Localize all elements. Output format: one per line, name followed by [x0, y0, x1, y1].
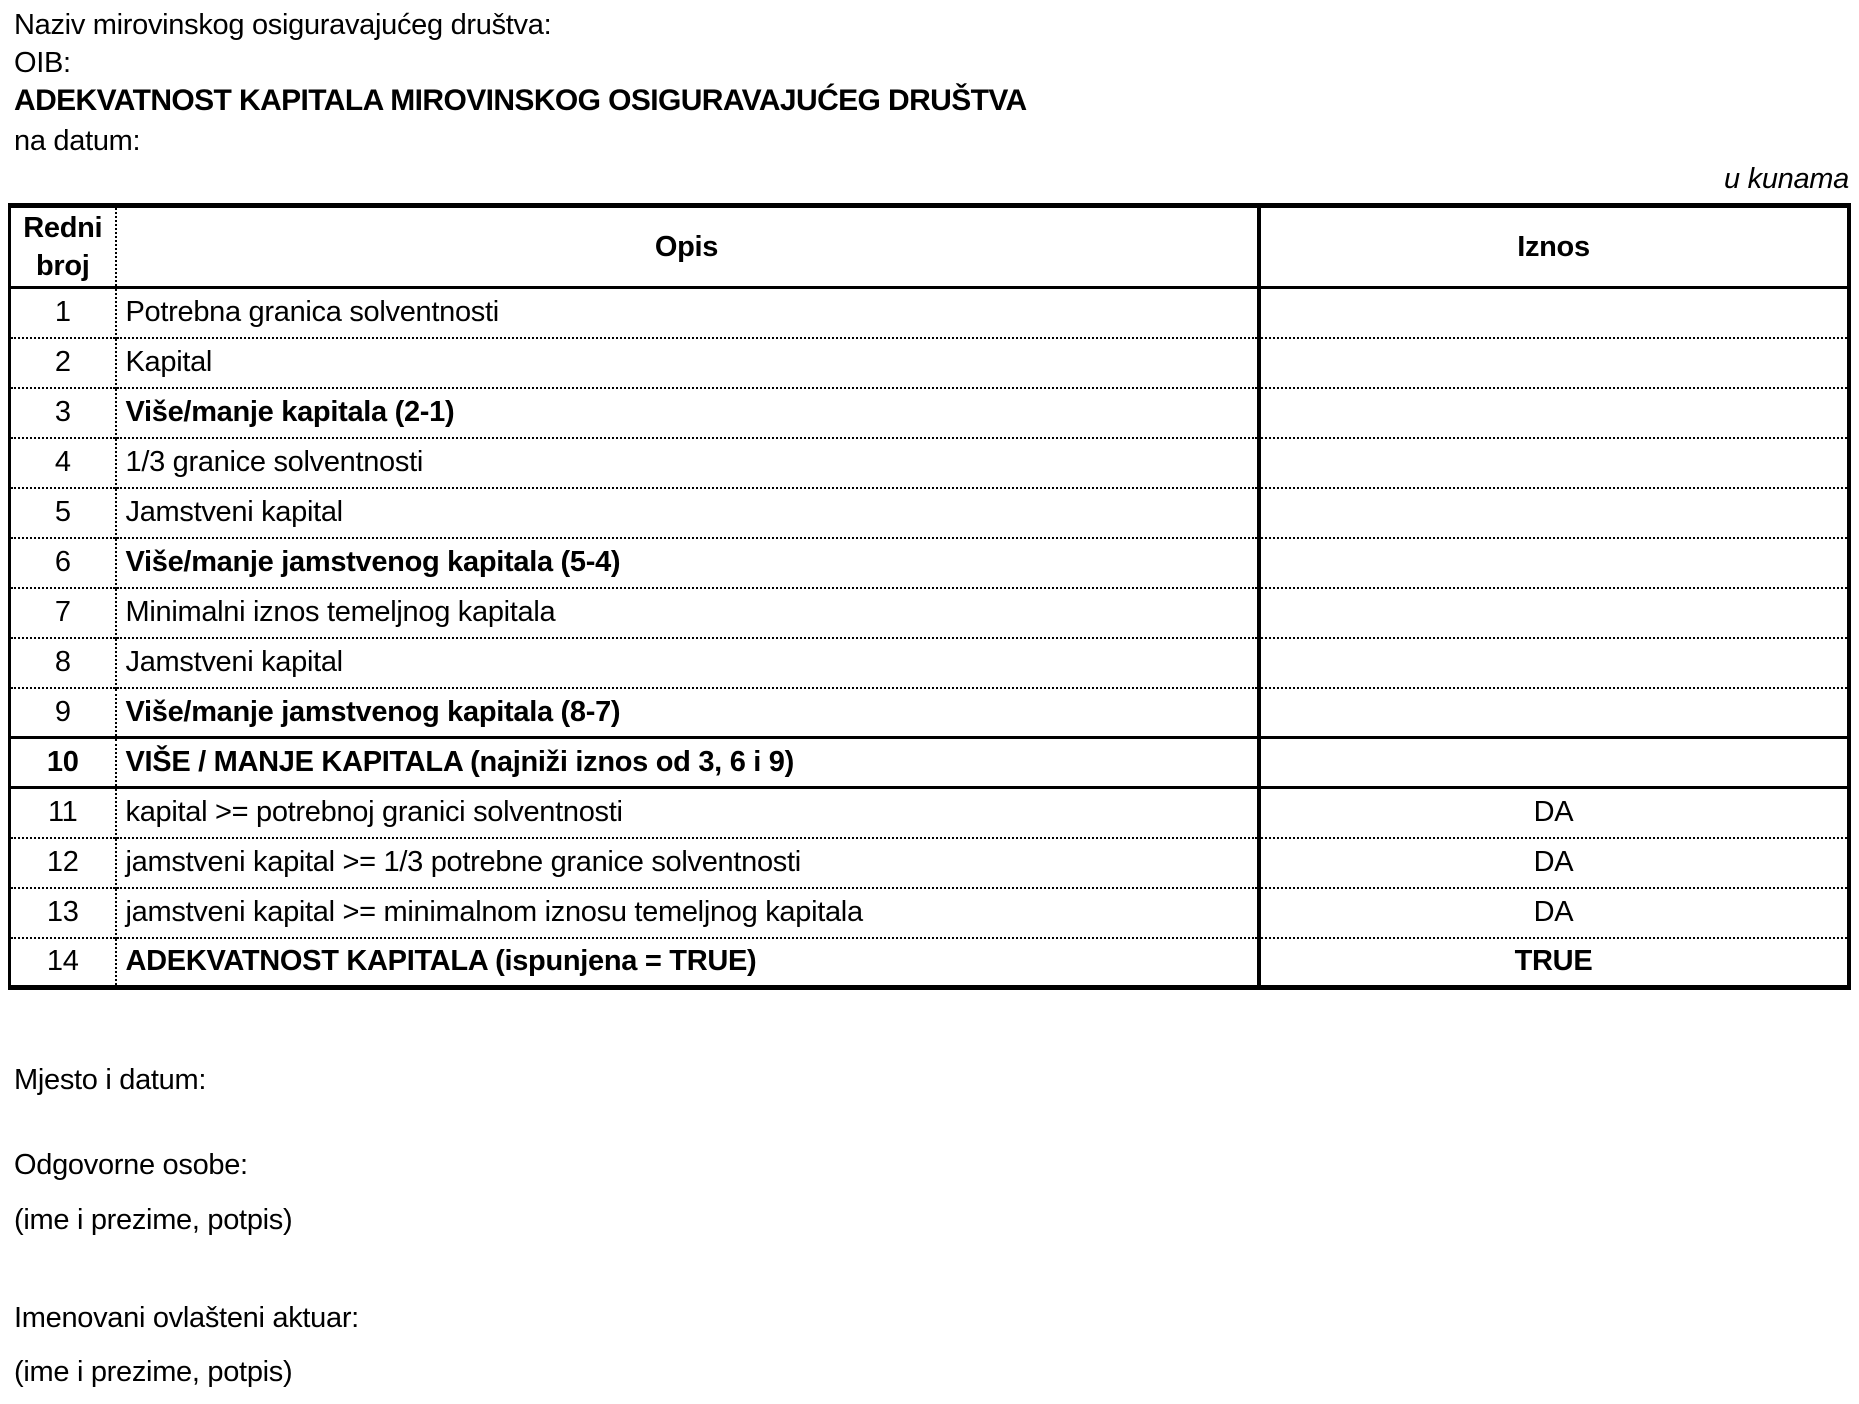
amount-cell [1259, 588, 1849, 638]
table-row [10, 688, 1849, 738]
row-number-cell: 10 [10, 738, 116, 788]
amount-cell [1259, 688, 1849, 738]
oib-label: OIB: [14, 47, 71, 79]
row-number-cell: 5 [10, 488, 116, 538]
signature-hint-1: (ime i prezime, potpis) [14, 1204, 293, 1236]
description-cell: kapital >= potrebnoj granici solventnosti [116, 788, 1259, 838]
column-header-opis: Opis [116, 206, 1259, 288]
description-cell: Jamstveni kapital [116, 638, 1259, 688]
row-number-cell: 6 [10, 538, 116, 588]
date-label: na datum: [14, 125, 141, 157]
table-row [10, 888, 1849, 938]
description-cell: Više/manje jamstvenog kapitala (5-4) [116, 538, 1259, 588]
description-cell: VIŠE / MANJE KAPITALA (najniži iznos od 3, 6 i 9) [116, 738, 1259, 788]
table-row [10, 938, 1849, 988]
description-cell: Više/manje jamstvenog kapitala (8-7) [116, 688, 1259, 738]
table-row [10, 538, 1849, 588]
description-cell: jamstveni kapital >= minimalnom iznosu temeljnog kapitala [116, 888, 1259, 938]
table-row [10, 638, 1849, 688]
company-name-label: Naziv mirovinskog osiguravajućeg društva: [14, 9, 552, 41]
row-number-cell: 9 [10, 688, 116, 738]
row-number-cell: 2 [10, 338, 116, 388]
row-number-cell: 3 [10, 388, 116, 438]
row-number-cell: 4 [10, 438, 116, 488]
description-cell: Kapital [116, 338, 1259, 388]
amount-cell [1259, 638, 1849, 688]
amount-cell [1259, 388, 1849, 438]
capital-adequacy-table [8, 203, 1851, 990]
description-cell: Jamstveni kapital [116, 488, 1259, 538]
description-cell: 1/3 granice solventnosti [116, 438, 1259, 488]
row-number-cell: 7 [10, 588, 116, 638]
table-row [10, 288, 1849, 338]
row-number-cell: 8 [10, 638, 116, 688]
description-cell: Minimalni iznos temeljnog kapitala [116, 588, 1259, 638]
description-cell: jamstveni kapital >= 1/3 potrebne granice solventnosti [116, 838, 1259, 888]
description-cell: Više/manje kapitala (2-1) [116, 388, 1259, 438]
header-row [10, 206, 1849, 288]
description-cell: Potrebna granica solventnosti [116, 288, 1259, 338]
amount-cell [1259, 438, 1849, 488]
amount-cell: DA [1259, 888, 1849, 938]
amount-cell [1259, 288, 1849, 338]
table-row [10, 388, 1849, 438]
actuary-label: Imenovani ovlašteni aktuar: [14, 1302, 359, 1334]
currency-note: u kunama [1724, 163, 1849, 195]
amount-cell [1259, 338, 1849, 388]
amount-cell: DA [1259, 788, 1849, 838]
description-cell: ADEKVATNOST KAPITALA (ispunjena = TRUE) [116, 938, 1259, 988]
responsible-persons-label: Odgovorne osobe: [14, 1149, 248, 1181]
row-number-cell: 14 [10, 938, 116, 988]
amount-cell [1259, 738, 1849, 788]
amount-cell: TRUE [1259, 938, 1849, 988]
row-number-cell: 13 [10, 888, 116, 938]
place-date-label: Mjesto i datum: [14, 1064, 207, 1096]
amount-cell [1259, 488, 1849, 538]
column-header-redni-broj: Redni broj [10, 206, 116, 288]
table-row [10, 788, 1849, 838]
table-row [10, 738, 1849, 788]
table-row [10, 488, 1849, 538]
row-number-cell: 12 [10, 838, 116, 888]
amount-cell [1259, 538, 1849, 588]
table-body [10, 288, 1849, 988]
row-number-cell: 1 [10, 288, 116, 338]
column-header-iznos: Iznos [1259, 206, 1849, 288]
table-row [10, 838, 1849, 888]
report-title: ADEKVATNOST KAPITALA MIROVINSKOG OSIGURAVAJUĆEG DRUŠTVA [14, 84, 1027, 117]
table-row [10, 338, 1849, 388]
row-number-cell: 11 [10, 788, 116, 838]
table-row [10, 588, 1849, 638]
table-header [10, 206, 1849, 288]
signature-hint-2: (ime i prezime, potpis) [14, 1356, 293, 1388]
table-row [10, 438, 1849, 488]
amount-cell: DA [1259, 838, 1849, 888]
